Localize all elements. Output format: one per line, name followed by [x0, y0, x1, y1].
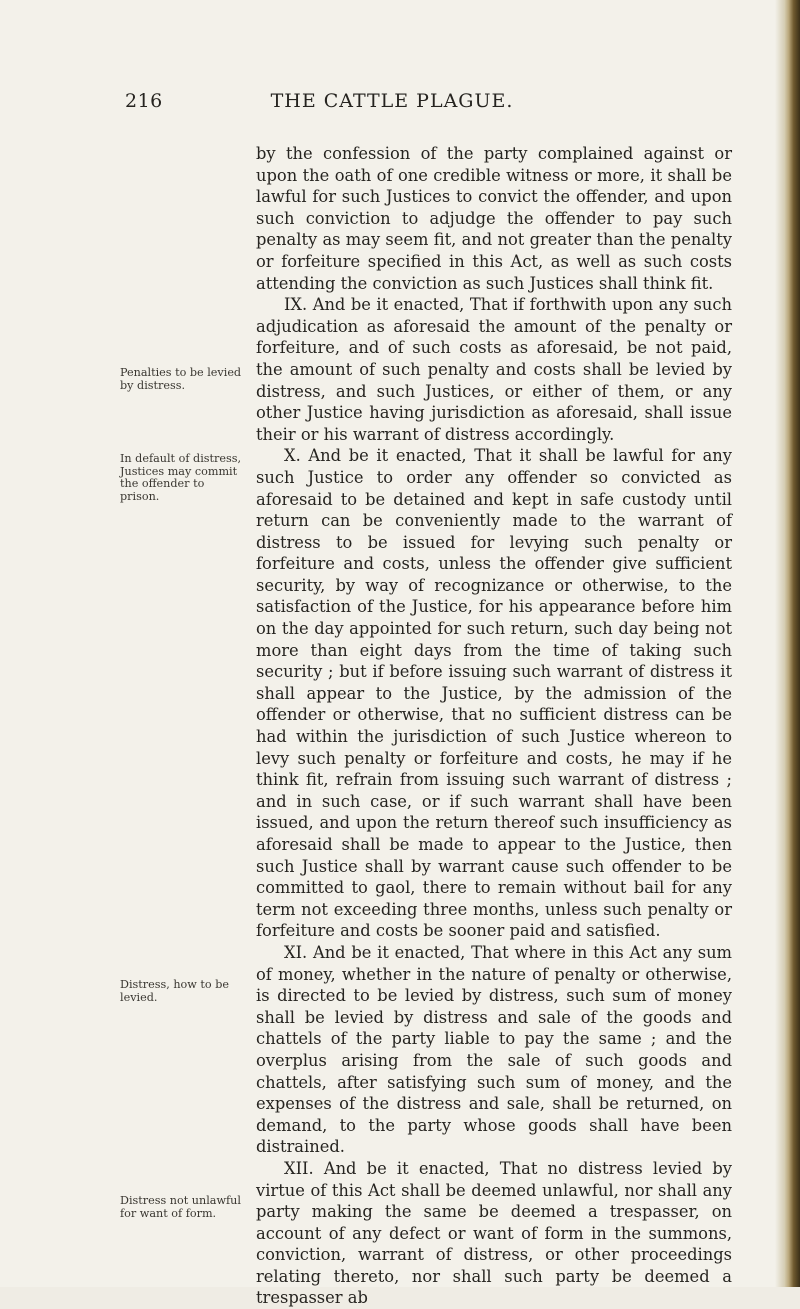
marginal-note-distress-how-levied: Distress, how to be levied. — [120, 978, 229, 1004]
book-spine-edge — [784, 0, 800, 1287]
marginal-note-penalties: Penalties to be levied by distress. — [120, 366, 242, 392]
paragraph-continuation: by the confession of the party complained against or upon the oath of one credible witness or more, it shall be lawful for such Justices to convict the offender, and upon such conviction to adjudge the offender to pay such penalty as may seem fit, and not greater than the penalty or forfeiture specified in this Act, as well as such costs attending the conviction as such Justices shall think fit. — [256, 144, 732, 293]
paragraph-section-xii: XII. And be it enacted, That no distress levied by virtue of this Act shall be deemed unlawful, nor shall any party making the same be deemed a trespasser, on account of any defect or want of form in the summons, conviction, warrant of distress, or other proceedings relating thereto, nor shall such party be deemed a trespasser ab — [256, 1158, 732, 1308]
paragraph-section-xi: XI. And be it enacted, That where in this Act any sum of money, whether in the nature of penalty or otherwise, is directed to be levied by distress, such sum of money shall be levied by distress and sale of the goods and chattels of the party liable to pay the same ; and the overplus arising from the sale of such goods and chattels, after satisfying such sum of money, and the expenses of the distress and sale, shall be returned, on demand, to the party whose goods shall have been distrained. — [256, 942, 732, 1157]
body-text — [256, 143, 732, 1309]
marginal-note-default-of-distress: In default of distress, Justices may commit the offender to prison. — [120, 452, 242, 503]
paragraph-section-x: X. And be it enacted, That it shall be lawful for any such Justice to order any offender so convicted as aforesaid to be detained and kept in safe custody until return can be conveniently made to the warrant of distress to be issued for levying such penalty or forfeiture and costs, unless the offender give sufficient security, by way of recognizance or otherwise, to the satisfaction of the Justice, for his appearance before him on the day appointed for such return, such day being not more than eight days from the time of taking such security ; but if before issuing such warrant of distress it shall appear to the Justice, by the admission of the offender or otherwise, that no sufficient distress can be had within the jurisdiction of such Justice whereon to levy such penalty or forfeiture and costs, he may if he think fit, refrain from issuing such warrant of distress ; and in such case, or if such warrant shall have been issued, and upon the return thereof such insufficiency as aforesaid shall be made to appear to the Justice, then such Justice shall by warrant cause such offender to be committed to gaol, there to remain without bail for any term not exceeding three months, unless such penalty or forfeiture and costs be sooner paid and satisfied. — [256, 446, 732, 941]
running-title: THE CATTLE PLAGUE. — [270, 90, 514, 112]
marginal-note-distress-not-unlawful: Distress not unlawful for want of form. — [120, 1194, 241, 1220]
page-number: 216 — [125, 90, 163, 112]
paragraph-section-ix: IX. And be it enacted, That if forthwith upon any such adjudication as aforesaid the amount of the penalty or forfeiture, and of such costs as aforesaid, be not paid, the amount of such penalty and costs shall be levied by distress, and such Justices, or either of them, or any other Justice having jurisdiction as aforesaid, shall issue their or his warrant of distress accordingly. — [256, 295, 732, 444]
